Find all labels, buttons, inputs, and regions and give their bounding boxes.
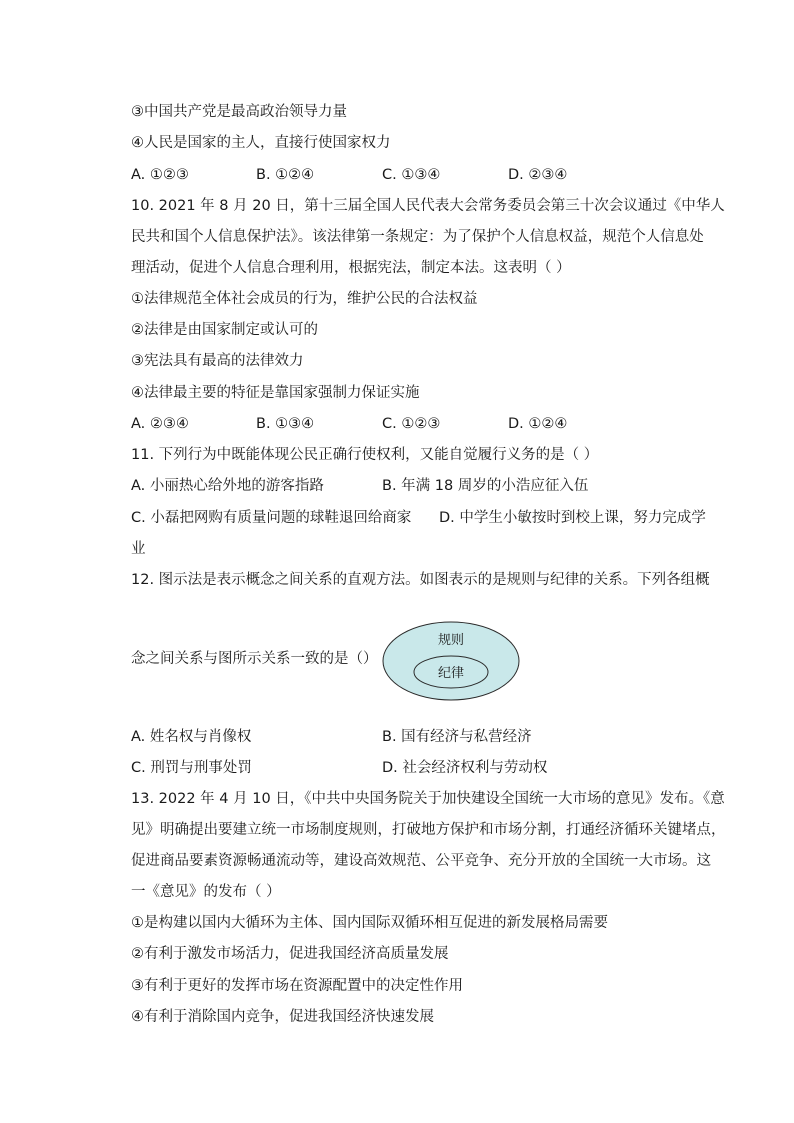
q11-option-b: B. 年满 18 周岁的小浩应征入伍 — [382, 478, 589, 494]
q10-option-d: D. ①②④ — [508, 416, 568, 432]
q10-stem-line-3: 理活动，促进个人信息合理利用，根据宪法，制定本法。这表明（ ） — [131, 260, 571, 276]
q13-statement-2: ②有利于激发市场活力，促进我国经济高质量发展 — [131, 946, 449, 962]
outer-label: 规则 — [437, 633, 465, 648]
q13-stem-line-4: 一《意见》的发布（ ） — [131, 884, 281, 900]
inner-label: 纪律 — [437, 666, 465, 681]
q12-stem-line-1: 12. 图示法是表示概念之间关系的直观方法。如图表示的是规则与纪律的关系。下列各组概 — [131, 572, 710, 588]
rules-discipline-diagram — [381, 620, 521, 702]
q12-option-c: C. 刑罚与刑事处罚 — [131, 760, 252, 776]
q9-option-a: A. ①②③ — [131, 167, 189, 183]
q10-option-c: C. ①②③ — [382, 416, 441, 432]
q11-option-c: C. 小磊把网购有质量问题的球鞋退回给商家 — [131, 510, 412, 526]
q12-option-d: D. 社会经济权利与劳动权 — [382, 760, 548, 776]
q9-statement-4: ④人民是国家的主人，直接行使国家权力 — [131, 135, 391, 151]
q9-statement-3: ③中国共产党是最高政治领导力量 — [131, 104, 347, 120]
q13-statement-1: ①是构建以国内大循环为主体、国内国际双循环相互促进的新发展格局需要 — [131, 915, 608, 931]
q10-option-a: A. ②③④ — [131, 416, 189, 432]
q13-stem-line-2: 见》明确提出要建立统一市场制度规则，打破地方保护和市场分割，打通经济循环关键堵点， — [131, 822, 726, 838]
q10-option-b: B. ①③④ — [256, 416, 315, 432]
q9-option-d: D. ②③④ — [508, 167, 568, 183]
q11-option-d-continued: 业 — [131, 541, 146, 557]
q9-option-b: B. ①②④ — [256, 167, 315, 183]
q10-stem-line-2: 民共和国个人信息保护法》。该法律第一条规定：为了保护个人信息权益，规范个人信息处 — [131, 229, 704, 245]
q13-statement-4: ④有利于消除国内竞争，促进我国经济快速发展 — [131, 1009, 434, 1025]
q10-statement-3: ③宪法具有最高的法律效力 — [131, 353, 304, 369]
q9-option-c: C. ①③④ — [382, 167, 441, 183]
q11-option-d: D. 中学生小敏按时到校上课，努力完成学 — [439, 510, 706, 526]
q11-option-a: A. 小丽热心给外地的游客指路 — [131, 478, 324, 494]
q10-statement-2: ②法律是由国家制定或认可的 — [131, 322, 318, 338]
q12-option-b: B. 国有经济与私营经济 — [382, 729, 532, 745]
q12-option-a: A. 姓名权与肖像权 — [131, 729, 252, 745]
q10-stem-line-1: 10. 2021 年 8 月 20 日，第十三届全国人民代表大会常务委员会第三十次会议通过《中华人 — [131, 198, 725, 214]
q13-stem-line-1: 13. 2022 年 4 月 10 日，《中共中央国务院关于加快建设全国统一大市场的意见》发布。《意 — [131, 791, 725, 807]
q10-statement-1: ①法律规范全体社会成员的行为，维护公民的合法权益 — [131, 291, 478, 307]
q13-statement-3: ③有利于更好的发挥市场在资源配置中的决定性作用 — [131, 978, 463, 994]
q12-stem-line-2: 念之间关系与图所示关系一致的是（） — [131, 651, 378, 667]
q11-stem: 11. 下列行为中既能体现公民正确行使权利，又能自觉履行义务的是（ ） — [131, 447, 599, 463]
q10-statement-4: ④法律最主要的特征是靠国家强制力保证实施 — [131, 385, 420, 401]
q13-stem-line-3: 促进商品要素资源畅通流动等，建设高效规范、公平竞争、充分开放的全国统一大市场。这 — [131, 853, 711, 869]
